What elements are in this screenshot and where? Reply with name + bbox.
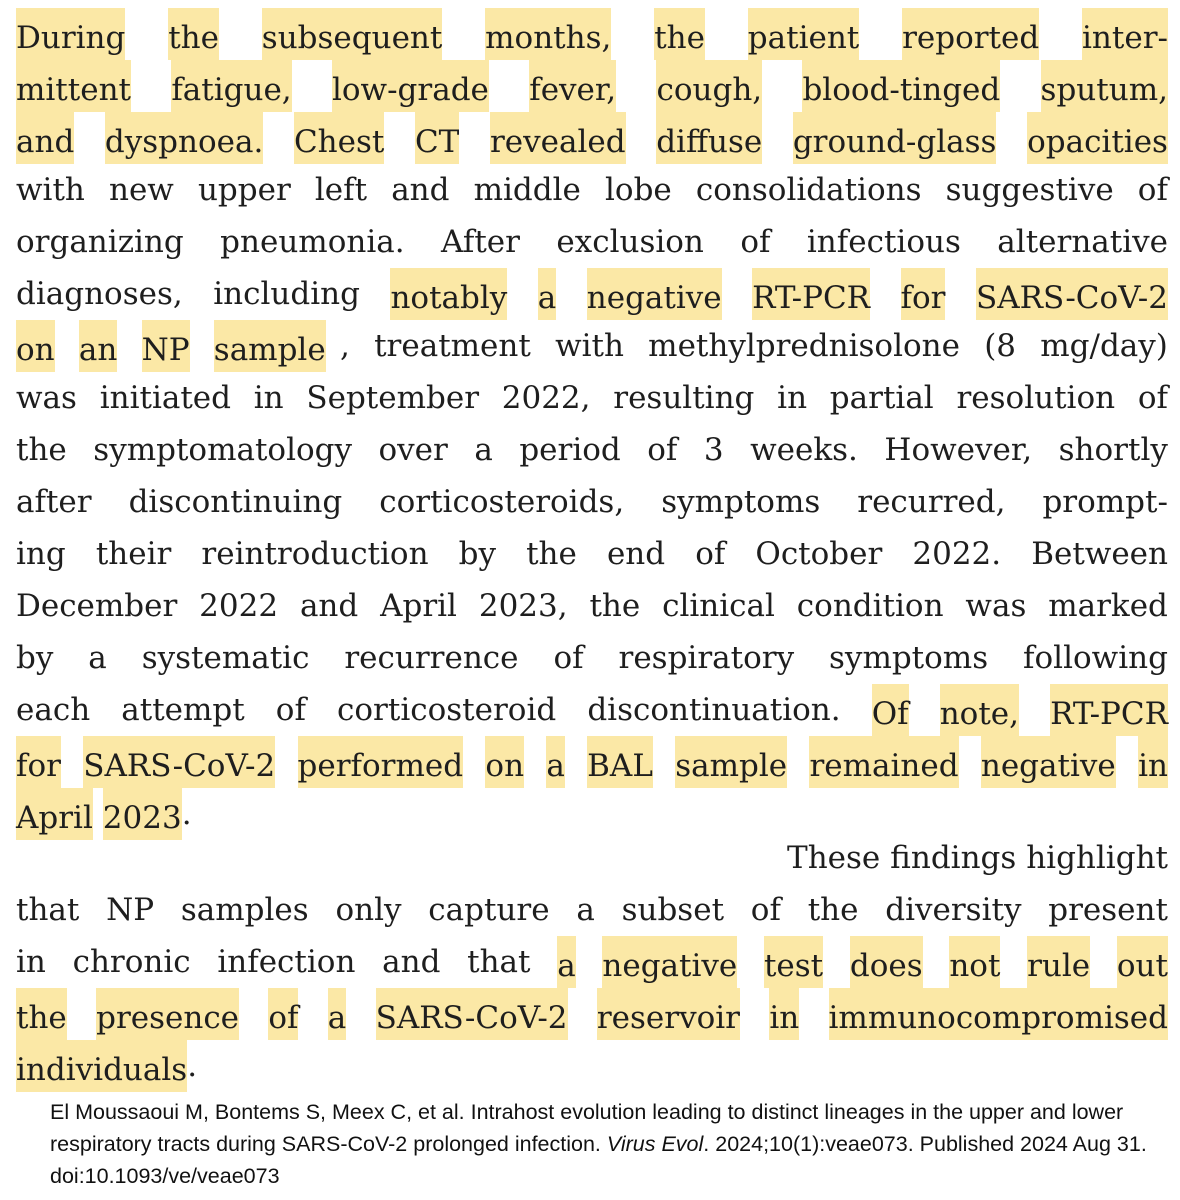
text-line xyxy=(16,424,1168,476)
highlighted-word: the xyxy=(16,988,67,1040)
word: methylprednisolone xyxy=(648,328,960,364)
highlighted-word: reservoir xyxy=(597,988,740,1040)
highlighted-word: sputum, xyxy=(1041,60,1168,112)
word: corticosteroids, xyxy=(379,484,625,520)
word: period xyxy=(519,432,621,468)
highlighted-word: out xyxy=(1117,936,1168,988)
highlighted-word: RT-PCR xyxy=(1050,684,1168,736)
highlighted-word: fever, xyxy=(529,60,616,112)
text-line xyxy=(16,112,1168,164)
highlighted-word: During xyxy=(16,8,125,60)
highlighted-word: an xyxy=(79,320,117,372)
word: organizing xyxy=(16,224,184,260)
highlighted-word: NP xyxy=(142,320,190,372)
word: of xyxy=(647,432,678,468)
word: resolution xyxy=(956,380,1116,416)
word: capture xyxy=(428,892,550,928)
word: respiratory xyxy=(618,640,795,676)
word: alternative xyxy=(997,224,1168,260)
word: However, xyxy=(884,432,1033,468)
citation xyxy=(50,1096,1160,1192)
highlighted-word: presence xyxy=(96,988,239,1040)
highlighted-word: not xyxy=(949,936,1000,988)
word: with xyxy=(555,328,624,364)
highlighted-word: performed xyxy=(298,736,464,788)
highlighted-word: months, xyxy=(485,8,611,60)
word: After xyxy=(441,224,520,260)
word: in xyxy=(777,380,808,416)
highlighted-word: a xyxy=(546,736,564,788)
highlighted-word: on xyxy=(485,736,524,788)
highlighted-word: a xyxy=(557,936,575,988)
word: recurred, xyxy=(857,484,1006,520)
word: of xyxy=(1137,172,1168,208)
word: after xyxy=(16,484,92,520)
word: attempt xyxy=(121,692,245,728)
text-line xyxy=(16,988,1168,1040)
highlighted-word: low-grade xyxy=(332,60,489,112)
highlighted-word: RT-PCR xyxy=(752,268,870,320)
highlighted-word: ground-glass xyxy=(793,112,997,164)
word: samples xyxy=(180,892,309,928)
word: only xyxy=(335,892,402,928)
text-line xyxy=(16,216,1168,268)
text-line xyxy=(16,476,1168,528)
word: infection xyxy=(217,944,356,980)
text-line xyxy=(16,936,1168,988)
word: that xyxy=(16,892,80,928)
word: with xyxy=(16,172,85,208)
word: December xyxy=(16,588,178,624)
word: mg/day) xyxy=(1040,328,1168,364)
highlighted-word: inter- xyxy=(1082,8,1168,60)
word: was xyxy=(965,588,1027,624)
highlighted-word: blood-tinged xyxy=(802,60,1000,112)
word: in xyxy=(16,944,46,980)
highlighted-word: SARS-CoV-2 xyxy=(376,988,568,1040)
punctuation: . xyxy=(181,796,192,832)
highlighted-word: BAL xyxy=(587,736,653,788)
highlighted-word: opacities xyxy=(1027,112,1168,164)
highlighted-word: patient xyxy=(748,8,859,60)
word: NP xyxy=(106,892,155,928)
highlighted-word: test xyxy=(764,936,823,988)
punctuation: . xyxy=(187,1048,198,1084)
highlighted-word: reported xyxy=(902,8,1039,60)
word: systematic xyxy=(141,640,310,676)
word: of xyxy=(750,892,781,928)
highlighted-word: revealed xyxy=(490,112,626,164)
text-line xyxy=(16,60,1168,112)
citation-authors-title: El Moussaoui M, Bontems S, Meex C, et al. Intrahost evolution leading to distinct lineages in the upper and lower respiratory tracts during SARS-CoV-2 prolonged infection. xyxy=(50,1100,1124,1156)
word: shortly xyxy=(1058,432,1168,468)
word: marked xyxy=(1048,588,1168,624)
word: symptoms xyxy=(661,484,821,520)
highlighted-word: mittent xyxy=(16,60,131,112)
text-line xyxy=(16,736,1168,788)
word: lobe xyxy=(604,172,672,208)
highlighted-word: of xyxy=(268,988,298,1040)
word: present xyxy=(1048,892,1168,928)
highlighted-word: rule xyxy=(1027,936,1090,988)
word: the xyxy=(807,892,859,928)
word: findings xyxy=(890,840,1017,876)
word: middle xyxy=(473,172,581,208)
highlighted-word: the xyxy=(168,8,219,60)
word: discontinuing xyxy=(128,484,343,520)
word: These xyxy=(787,840,881,876)
highlighted-word: SARS-CoV-2 xyxy=(83,736,275,788)
word: the xyxy=(526,536,577,572)
highlighted-word: fatigue, xyxy=(171,60,291,112)
highlighted-word: diffuse xyxy=(656,112,762,164)
word: recurrence xyxy=(344,640,519,676)
word: highlight xyxy=(1026,840,1168,876)
word: Between xyxy=(1031,536,1168,572)
word: a xyxy=(88,640,107,676)
highlighted-word: notably xyxy=(390,268,507,320)
word: and xyxy=(391,172,450,208)
word: of xyxy=(695,536,726,572)
word: new xyxy=(108,172,174,208)
word: partial xyxy=(829,380,934,416)
text-line xyxy=(16,632,1168,684)
text-line xyxy=(16,164,1168,216)
highlighted-word: in xyxy=(1138,736,1168,788)
highlighted-word: SARS-CoV-2 xyxy=(976,268,1168,320)
highlighted-word: a xyxy=(538,268,556,320)
word: 2023, xyxy=(478,588,568,624)
word: 2022. xyxy=(912,536,1002,572)
text-line xyxy=(16,1040,1168,1092)
word: 3 xyxy=(703,432,724,468)
highlighted-word: individuals xyxy=(16,1040,187,1092)
word: October xyxy=(755,536,883,572)
word: their xyxy=(95,536,172,572)
word: corticosteroid xyxy=(337,692,557,728)
word: 2022, xyxy=(501,380,591,416)
highlighted-word: negative xyxy=(981,736,1116,788)
word: of xyxy=(740,224,771,260)
text-line xyxy=(16,884,1168,936)
word: was xyxy=(16,380,77,416)
word: of xyxy=(275,692,306,728)
word: including xyxy=(213,276,360,312)
highlighted-word: dyspnoea. xyxy=(105,112,263,164)
word: by xyxy=(16,640,54,676)
highlighted-word: remained xyxy=(809,736,958,788)
highlighted-word: CT xyxy=(415,112,459,164)
word: the xyxy=(16,432,67,468)
highlighted-word: the xyxy=(654,8,705,60)
word: a xyxy=(576,892,595,928)
word: diversity xyxy=(885,892,1022,928)
word: infectious xyxy=(806,224,961,260)
word: left xyxy=(314,172,368,208)
word: suggestive xyxy=(945,172,1114,208)
word: in xyxy=(253,380,284,416)
highlighted-word: and xyxy=(16,112,74,164)
highlighted-word: a xyxy=(328,988,346,1040)
word: pneumonia. xyxy=(220,224,405,260)
highlighted-word: sample xyxy=(214,320,326,372)
word: discontinuation. xyxy=(587,692,841,728)
highlighted-word: note, xyxy=(940,684,1019,736)
word: initiated xyxy=(99,380,231,416)
word: ing xyxy=(16,536,66,572)
word: a xyxy=(474,432,493,468)
word: each xyxy=(16,692,91,728)
word: by xyxy=(458,536,497,572)
word: treatment xyxy=(374,328,531,364)
word: and xyxy=(299,588,359,624)
highlighted-word: negative xyxy=(587,268,722,320)
highlighted-word: cough, xyxy=(656,60,762,112)
citation-journal: Virus Evol xyxy=(606,1132,704,1156)
highlighted-word: for xyxy=(16,736,61,788)
word: end xyxy=(606,536,666,572)
highlighted-word: for xyxy=(901,268,946,320)
word: of xyxy=(1137,380,1168,416)
word: subset xyxy=(621,892,725,928)
word: symptomatology xyxy=(93,432,352,468)
word: weeks. xyxy=(750,432,858,468)
word: resulting xyxy=(613,380,755,416)
word: upper xyxy=(197,172,291,208)
text-line xyxy=(16,684,1168,736)
word: of xyxy=(553,640,584,676)
highlighted-word: subsequent xyxy=(262,8,443,60)
highlighted-word: immunocompromised xyxy=(829,988,1168,1040)
highlighted-word: in xyxy=(769,988,799,1040)
highlighted-word: Of xyxy=(872,684,909,736)
highlighted-word: Chest xyxy=(294,112,384,164)
highlighted-word: 2023 xyxy=(103,788,182,840)
text-line xyxy=(16,832,1168,884)
word: following xyxy=(1023,640,1168,676)
word: (8 xyxy=(984,328,1017,364)
highlighted-word: negative xyxy=(602,936,737,988)
word: exclusion xyxy=(556,224,704,260)
citation-details: . 2024;10(1):veae073. Published 2024 Aug 31. doi:10.1093/ve/veae073 xyxy=(50,1132,1147,1188)
text-line xyxy=(16,372,1168,424)
word: that xyxy=(467,944,531,980)
highlighted-word: on xyxy=(16,320,55,372)
highlighted-word: sample xyxy=(675,736,787,788)
word: consolidations xyxy=(695,172,922,208)
word: April xyxy=(380,588,457,624)
text-line xyxy=(16,528,1168,580)
word: diagnoses, xyxy=(16,276,183,312)
punctuation: , xyxy=(340,328,350,364)
word: prompt- xyxy=(1042,484,1168,520)
word: and xyxy=(382,944,441,980)
word: condition xyxy=(796,588,944,624)
word: clinical xyxy=(662,588,775,624)
word: September xyxy=(306,380,480,416)
word: over xyxy=(378,432,448,468)
text-line xyxy=(16,580,1168,632)
text-line xyxy=(16,320,1168,372)
text-line xyxy=(16,8,1168,60)
highlighted-word: April xyxy=(16,788,93,840)
highlighted-word: does xyxy=(850,936,923,988)
text-line xyxy=(16,268,1168,320)
word: chronic xyxy=(72,944,191,980)
word: the xyxy=(589,588,641,624)
word: symptoms xyxy=(829,640,989,676)
word: reintroduction xyxy=(201,536,429,572)
word: 2022 xyxy=(199,588,279,624)
